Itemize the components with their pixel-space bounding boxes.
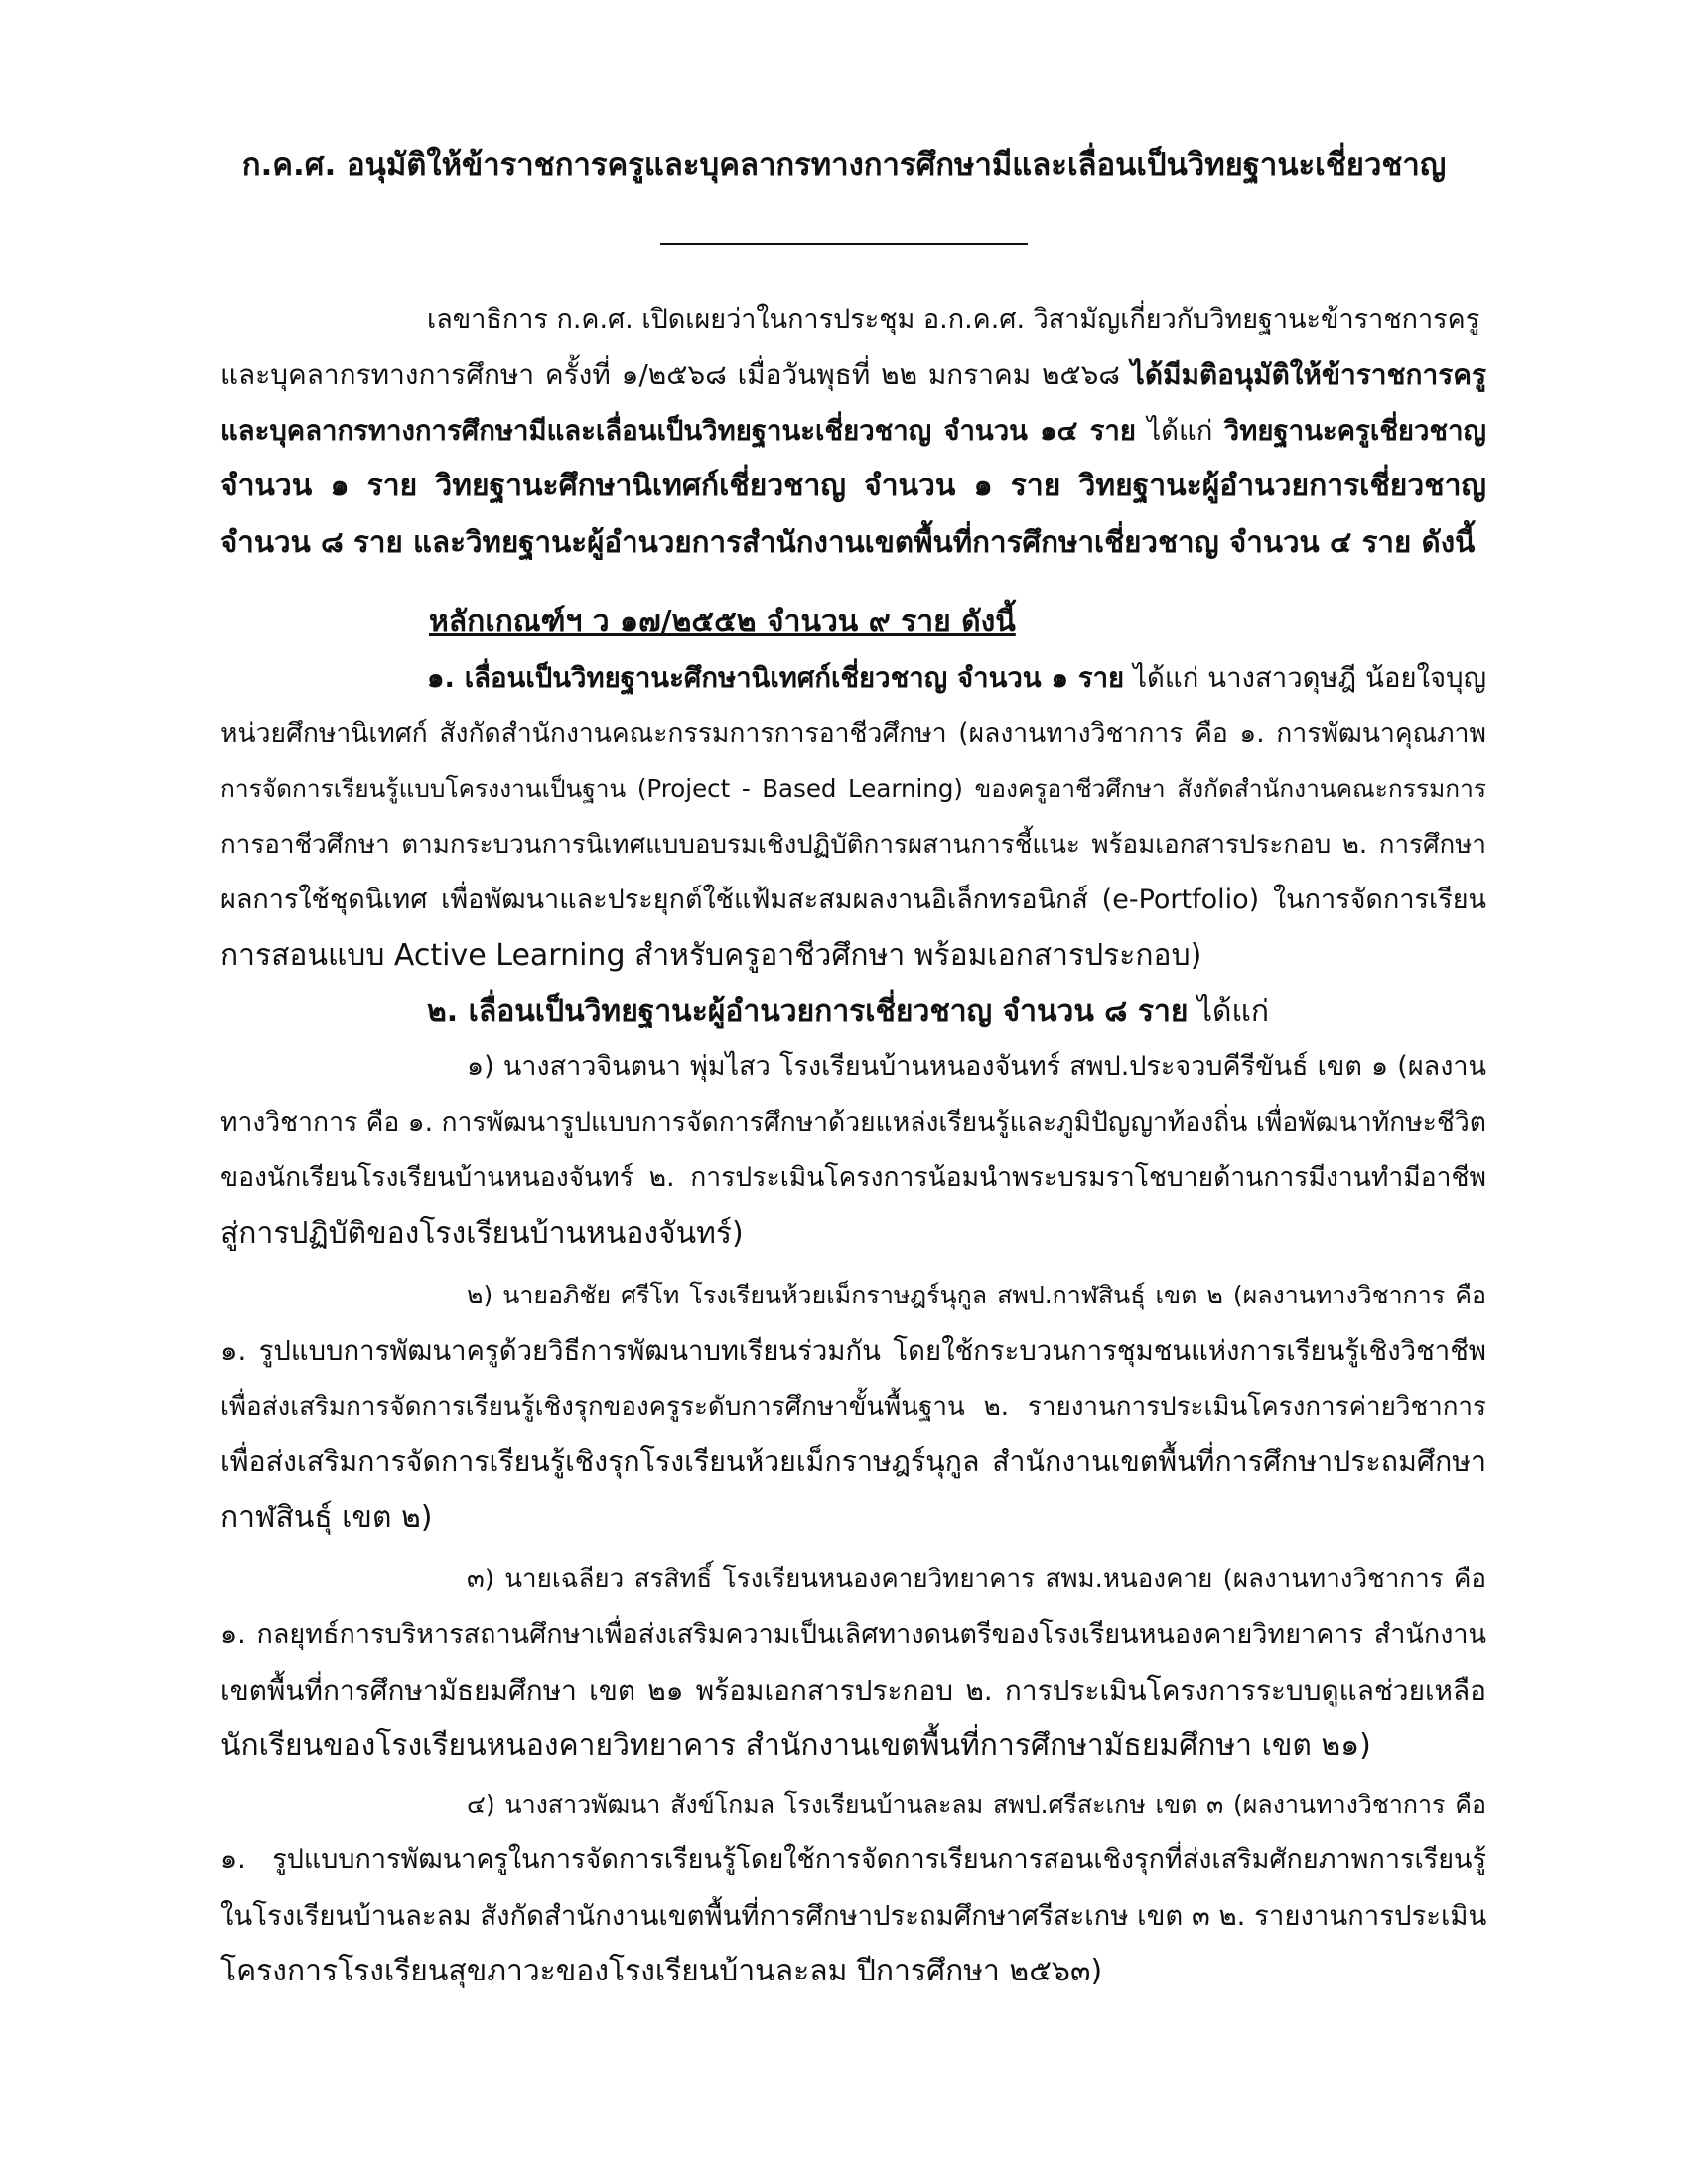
section-1-line-2: หน่วยศึกษานิเทศก์ สังกัดสำนักงานคณะกรรมการการอาชีวศึกษา (ผลงานทางวิชาการ คือ ๑. การพัฒนาคุณภาพ bbox=[220, 718, 1486, 749]
intro-emphasis: และบุคลากรทางการศึกษามีและเลื่อนเป็นวิทยฐานะเชี่ยวชาญ จำนวน ๑๔ ราย bbox=[220, 415, 1136, 447]
item-3-line-3: เขตพื้นที่การศึกษามัธยมศึกษา เขต ๒๑ พร้อมเอกสารประกอบ ๒. การประเมินโครงการระบบดูแลช่วยเหลือ bbox=[220, 1674, 1486, 1706]
section-1-text: ได้แก่ นางสาวดุษฎี น้อยใจบุญ bbox=[1124, 662, 1486, 694]
item-4-line-1: ๔) นางสาวพัฒนา สังข์โกมล โรงเรียนบ้านละลม สพป.ศรีสะเกษ เขต ๓ (ผลงานทางวิชาการ คือ bbox=[467, 1790, 1486, 1819]
section-1-line-1 bbox=[427, 653, 1486, 703]
criteria-heading: หลักเกณฑ์ฯ ว ๑๗/๒๕๕๒ จำนวน ๙ ราย ดังนี้ bbox=[429, 605, 1016, 639]
intro-text: ได้แก่ bbox=[1135, 415, 1224, 447]
item-4-line-4: โครงการโรงเรียนสุขภาวะของโรงเรียนบ้านละลม ปีการศึกษา ๒๕๖๓) bbox=[220, 1954, 1103, 1988]
section-2-heading: ๒. เลื่อนเป็นวิทยฐานะผู้อำนวยการเชี่ยวชาญ จำนวน ๘ ราย bbox=[427, 994, 1189, 1028]
section-1-line-6: การสอนแบบ Active Learning สำหรับครูอาชีวศึกษา พร้อมเอกสารประกอบ) bbox=[220, 938, 1202, 973]
item-3-line-2: ๑. กลยุทธ์การบริหารสถานศึกษาเพื่อส่งเสริมความเป็นเลิศทางดนตรีของโรงเรียนหนองคายวิทยาคาร สำนักงาน bbox=[220, 1619, 1486, 1650]
intro-line-3 bbox=[220, 406, 1486, 456]
intro-line-2 bbox=[220, 350, 1486, 400]
item-4-line-3: ในโรงเรียนบ้านละลม สังกัดสำนักงานเขตพื้นที่การศึกษาประถมศึกษาศรีสะเกษ เขต ๓ ๒. รายงานการประเมิน bbox=[220, 1900, 1486, 1932]
item-1-line-2: ทางวิชาการ คือ ๑. การพัฒนารูปแบบการจัดการศึกษาด้วยแหล่งเรียนรู้และภูมิปัญญาท้องถิ่น เพื่อพัฒนาทักษะชีวิต bbox=[220, 1107, 1486, 1138]
intro-emphasis: ได้มีมติอนุมัติให้ข้าราชการครู bbox=[1130, 358, 1486, 391]
item-2-line-3: เพื่อส่งเสริมการจัดการเรียนรู้เชิงรุกของครูระดับการศึกษาขั้นพื้นฐาน ๒. รายงานการประเมินโครงการค่ายวิชาการ bbox=[220, 1392, 1486, 1422]
section-2-heading-line bbox=[427, 987, 1486, 1036]
item-3-line-4: นักเรียนของโรงเรียนหนองคายวิทยาคาร สำนักงานเขตพื้นที่การศึกษามัธยมศึกษา เขต ๒๑) bbox=[220, 1728, 1371, 1763]
section-1-line-4: การอาชีวศึกษา ตามกระบวนการนิเทศแบบอบรมเชิงปฏิบัติการผสานการชี้แนะ พร้อมเอกสารประกอบ ๒. การศึกษา bbox=[220, 830, 1486, 860]
item-2-line-2: ๑. รูปแบบการพัฒนาครูด้วยวิธีการพัฒนาบทเรียนร่วมกัน โดยใช้กระบวนการชุมชนแห่งการเรียนรู้เชิงวิชาชีพ bbox=[220, 1335, 1486, 1367]
title-divider bbox=[660, 243, 1028, 245]
item-1-line-4: สู่การปฏิบัติของโรงเรียนบ้านหนองจันทร์) bbox=[220, 1216, 744, 1251]
section-1-line-3: การจัดการเรียนรู้แบบโครงงานเป็นฐาน (Project - Based Learning) ของครูอาชีวศึกษา สังกัดสำนักงานคณะกรรมการ bbox=[220, 774, 1486, 803]
intro-line-1: เลขาธิการ ก.ค.ศ. เปิดเผยว่าในการประชุม อ.ก.ค.ศ. วิสามัญเกี่ยวกับวิทยฐานะข้าราชการครู bbox=[427, 304, 1480, 335]
item-3-line-1: ๓) นายเฉลียว สรสิทธิ์ โรงเรียนหนองคายวิทยาคาร สพม.หนองคาย (ผลงานทางวิชาการ คือ bbox=[467, 1565, 1486, 1594]
item-1-line-3: ของนักเรียนโรงเรียนบ้านหนองจันทร์ ๒. การประเมินโครงการน้อมนำพระบรมราโชบายด้านการมีงานทำมีอาชีพ bbox=[220, 1162, 1486, 1193]
intro-line-5: จำนวน ๘ ราย และวิทยฐานะผู้อำนวยการสำนักงานเขตพื้นที่การศึกษาเชี่ยวชาญ จำนวน ๔ ราย ดังนี้ bbox=[220, 525, 1476, 559]
page-title: ก.ค.ศ. อนุมัติให้ข้าราชการครูและบุคลากรทางการศึกษามีและเลื่อนเป็นวิทยฐานะเชี่ยวชาญ bbox=[241, 147, 1447, 183]
item-2-line-1: ๒) นายอภิชัย ศรีโท โรงเรียนห้วยเม็กราษฎร์นุกูล สพป.กาฬสินธุ์ เขต ๒ (ผลงานทางวิชาการ คือ bbox=[467, 1281, 1486, 1309]
section-2-text: ได้แก่ bbox=[1188, 994, 1270, 1028]
item-2-line-4: เพื่อส่งเสริมการจัดการเรียนรู้เชิงรุกโรงเรียนห้วยเม็กราษฎร์นุกูล สำนักงานเขตพื้นที่การศึกษาประถมศึกษา bbox=[220, 1445, 1486, 1478]
intro-line-4: จำนวน ๑ ราย วิทยฐานะศึกษานิเทศก์เชี่ยวชาญ จำนวน ๑ ราย วิทยฐานะผู้อำนวยการเชี่ยวชาญ bbox=[220, 469, 1486, 503]
intro-emphasis: วิทยฐานะครูเชี่ยวชาญ bbox=[1223, 415, 1486, 447]
item-4-line-2: ๑. รูปแบบการพัฒนาครูในการจัดการเรียนรู้โดยใช้การจัดการเรียนการสอนเชิงรุกที่ส่งเสริมศักยภาพการเรียนรู้ bbox=[220, 1844, 1486, 1875]
intro-text: และบุคลากรทางการศึกษา ครั้งที่ ๑/๒๕๖๘ เมื่อวันพุธที่ ๒๒ มกราคม ๒๕๖๘ bbox=[220, 358, 1131, 391]
section-1-heading: ๑. เลื่อนเป็นวิทยฐานะศึกษานิเทศก์เชี่ยวชาญ จำนวน ๑ ราย bbox=[427, 662, 1125, 694]
item-1-line-1: ๑) นางสาวจินตนา พุ่มไสว โรงเรียนบ้านหนองจันทร์ สพป.ประจวบคีรีขันธ์ เขต ๑ (ผลงาน bbox=[467, 1051, 1486, 1082]
item-2-line-5: กาฬสินธุ์ เขต ๒) bbox=[220, 1500, 433, 1535]
section-1-line-5: ผลการใช้ชุดนิเทศ เพื่อพัฒนาและประยุกต์ใช้แฟ้มสะสมผลงานอิเล็กทรอนิกส์ (e-Portfolio) ในการจัดการเรียน bbox=[220, 885, 1486, 915]
